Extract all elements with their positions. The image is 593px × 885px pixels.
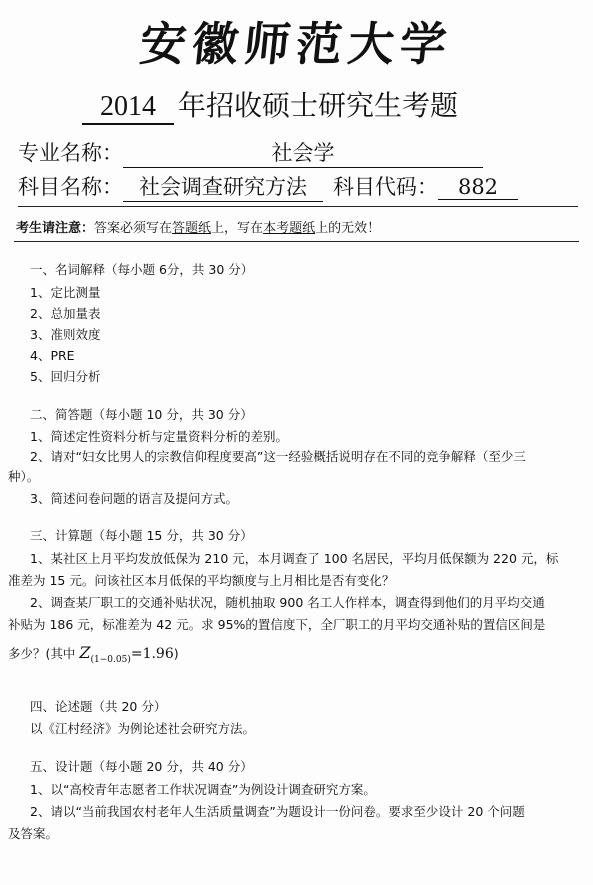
notice-text-2: 上，写在 (211, 221, 264, 236)
notice (16, 217, 380, 236)
notice-prefix: 考生请注意： (16, 221, 95, 236)
formula-line (8, 643, 179, 665)
list-item: 1、简述定性资料分析与定量资料分析的差别。 (30, 429, 288, 444)
subject-row (18, 171, 518, 202)
university-name: 安徽师范大学 (137, 17, 456, 71)
notice-text-1: 答案必须写在 (94, 221, 173, 236)
code-label: 科目代码： (333, 175, 438, 199)
major-value: 社会学 (123, 137, 483, 168)
list-item: 2、请对“妇女比男人的宗教信仰程度要高”这一经验概括说明存在不同的竞争解释（至少三 (30, 449, 526, 464)
list-item: 准差为 15 元。问该社区本月低保的平均额度与上月相比是否有变化？ (8, 573, 395, 588)
list-item: 以《江村经济》为例论述社会研究方法。 (30, 721, 256, 736)
exam-title (82, 84, 458, 125)
list-item: 3、准则效度 (30, 327, 101, 342)
notice-text-3: 上的无效！ (315, 221, 381, 236)
formula-close: ) (173, 646, 179, 661)
list-item: 4、PRE (30, 348, 75, 363)
exam-title-text: 年招收硕士研究生考题 (178, 89, 459, 122)
code-value: 882 (438, 175, 518, 200)
list-item: 补贴为 186 元，标准差为 42 元。求 95%的置信度下，全厂职工的月平均交通补贴的置信区间是 (8, 617, 546, 632)
subject-label: 科目名称： (18, 175, 123, 199)
z-value: =1.96 (130, 646, 174, 662)
major-row (18, 137, 483, 168)
divider-top (18, 206, 578, 207)
subject-value: 社会调查研究方法 (123, 171, 323, 202)
list-item: 1、以“高校青年志愿者工作状况调查”为例设计调查研究方案。 (30, 782, 376, 797)
section-3-title: 三、计算题（每小题 15 分，共 30 分） (30, 528, 253, 543)
list-item: 种）。 (8, 469, 40, 484)
notice-question-sheet: 本考题纸 (263, 221, 316, 236)
z-formula (79, 643, 174, 666)
section-4-title: 四、论述题（共 20 分） (30, 699, 167, 714)
exam-year: 2014 (82, 91, 174, 125)
list-item: 2、调查某厂职工的交通补贴状况，随机抽取 900 名工人作样本，调查得到他们的月平均交通 (30, 595, 545, 610)
list-item: 5、回归分析 (30, 369, 101, 384)
major-label: 专业名称： (18, 141, 123, 165)
z-symbol: Z (79, 643, 91, 662)
z-subscript: (1−0.05) (90, 655, 131, 666)
list-item: 及答案。 (8, 826, 59, 841)
list-item: 1、定比测量 (30, 285, 101, 300)
list-item: 2、总加量表 (30, 306, 101, 321)
formula-prefix: 多少？(其中 (8, 646, 76, 661)
section-5-title: 五、设计题（每小题 20 分，共 40 分） (30, 759, 253, 774)
list-item: 3、简述问卷问题的语言及提问方式。 (30, 491, 238, 506)
divider-bottom (14, 241, 579, 242)
list-item: 2、请以“当前我国农村老年人生活质量调查”为题设计一份问卷。要求至少设计 20 个问题 (30, 804, 525, 819)
list-item: 1、某社区上月平均发放低保为 210 元，本月调查了 100 名居民，平均月低保额为 220 元，标 (30, 551, 559, 566)
section-1-title: 一、名词解释（每小题 6分，共 30 分） (30, 262, 254, 277)
section-2-title: 二、简答题（每小题 10 分，共 30 分） (30, 407, 253, 422)
notice-answer-sheet: 答题纸 (172, 221, 212, 236)
